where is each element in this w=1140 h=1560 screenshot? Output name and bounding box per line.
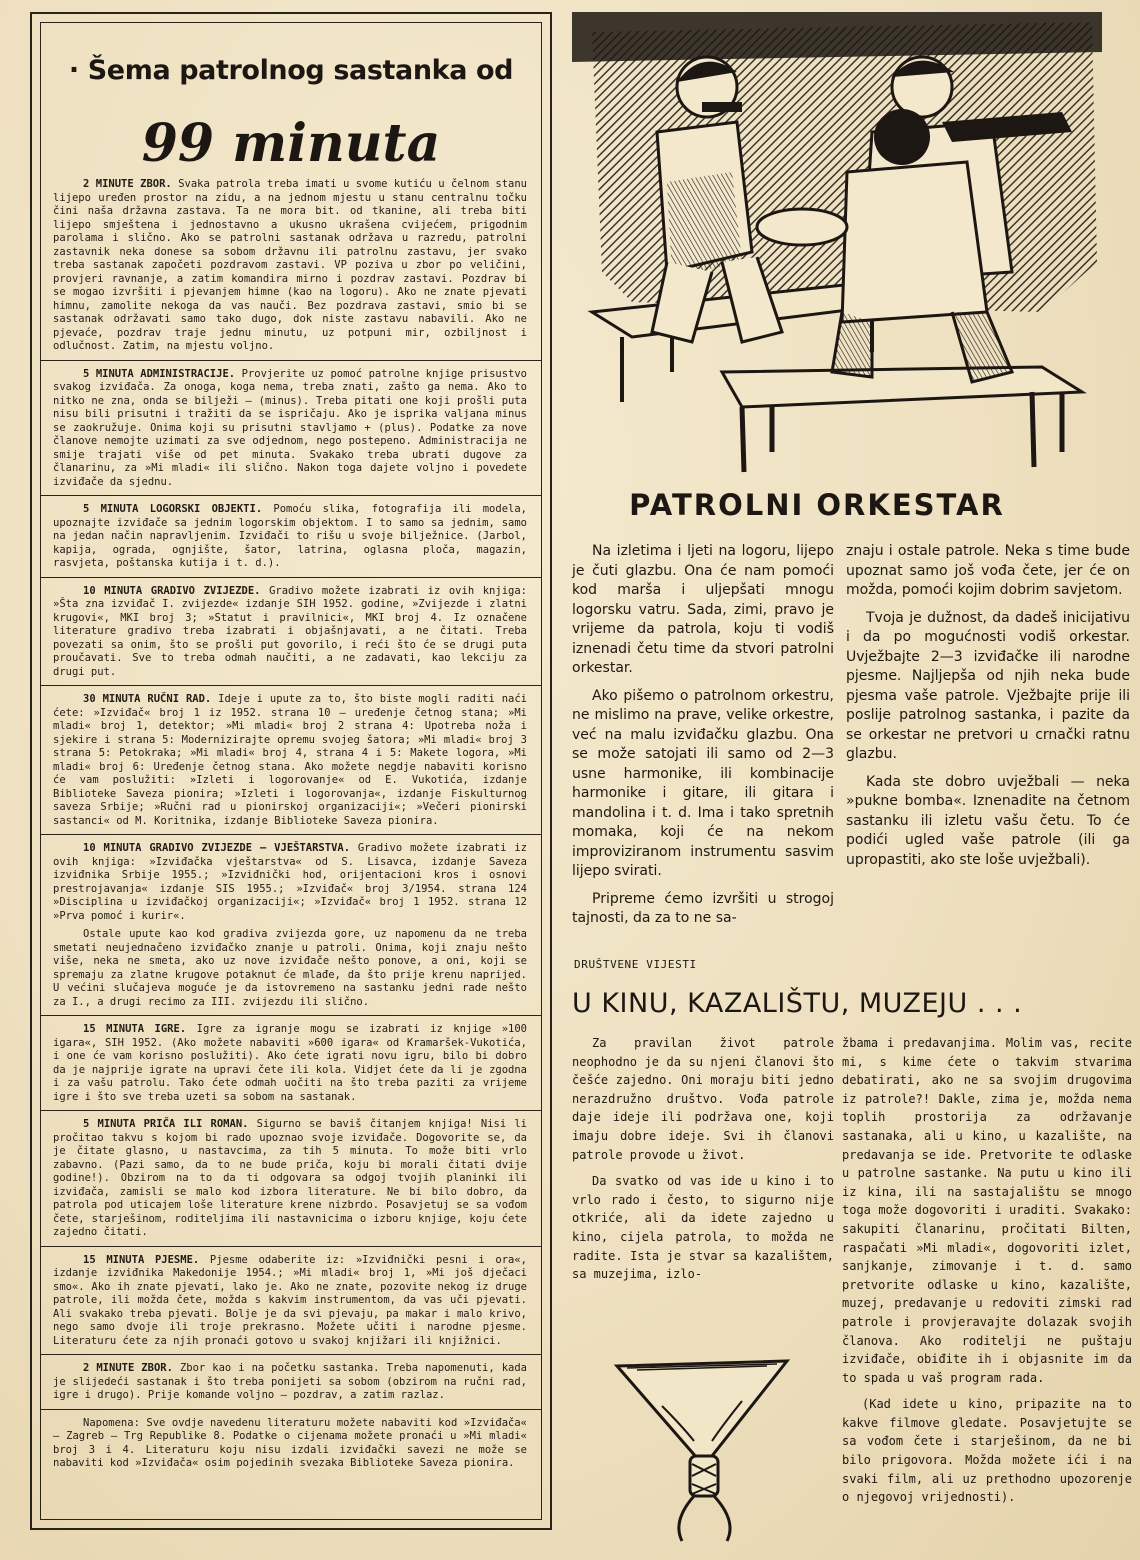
- divider: [41, 1110, 541, 1111]
- divider: [41, 1015, 541, 1016]
- orchestra-headline: PATROLNI ORKESTAR: [629, 488, 1005, 522]
- agenda-list: [53, 178, 527, 1505]
- agenda-item-text: Gradivo možete izabrati iz ovih knjiga: »Šta zna izviđač I. zvijezde« izdanje SIH 1952. godine, »Zvijezde i zlatni krugovi«, MKI broj 3; »Statut i pravilnici«, MKI broj 4. Iz označene literature gradivo treba izabrati i objašnjavati, a ne čitati. Treba povezati sa onim, što se prošli put govorilo, i reći što će se drugi puta proučavati. Sve to treba odmah naučiti, a ne zadavati, kao lekciju za drugi put.: [53, 584, 527, 678]
- agenda-item: [53, 368, 527, 490]
- agenda-item-label: 15 MINUTA IGRE.: [83, 1023, 187, 1035]
- article-subtitle: 99 minuta: [141, 113, 441, 174]
- agenda-item-text: Pjesme odaberite iz: »Izviđnički pesni i ora«, izdanje izviđnika Makedonije 1954.; »Mi mladi« broj 1, »Mi još dječaci smo«. Ako ih znate pjevati, lako je. Ako ne znate, pozovite nekog iz druge patrole, ili možda čete, možda s kakvim instrumentom, da vas uči pjevati. Ali svakako treba pjevati. Bolje je da svi pjevaju, pa makar i malo krivo, nego samo dvoje ili troje prekrasno. Možete učiti i narodne pjesme. Literaturu ćete za njih pronaći gotovo u svakoj knjižari ili knjižnici.: [53, 1253, 527, 1347]
- agenda-item-text: Pomoću slika, fotografija ili modela, upoznajte izviđače sa jednim logorskim objektom. I to samo sa jednim, samo na jedan način napravljenim. Izviđači to rišu u svoje bilježnice. (Jarbol, kapija, ograda, ognjište, šator, latrina, oglasna ploča, magazin, rasvjeta, poštanska kutija i t. d.).: [53, 503, 527, 569]
- agenda-item: [53, 503, 527, 571]
- agenda-item-text: Gradivo možete izabrati iz ovih knjiga: »Izviđačka vještarstva« od S. Lisavca, izdanje Saveza izviđnika Srbije 1955.; »Izviđnički hod, orijentacioni kros i osnovi prestrojavanja« izdanje SIS 1955.; »Izviđač« broj 3/1954. strana 124 »Disciplina u izviđačkoj organizaciji«; »Izviđač« broj 1 1952. strana 12 »Prva pomoć i kurir«.: [53, 842, 527, 922]
- agenda-item-text: Zbor kao i na početku sastanka. Treba napomenuti, kada je slijedeći sastanak i što treba ponijeti sa sobom (obzirom na ručni rad, igre i drugo). Prije komande voljno — pozdrav, a zatim razlaz.: [53, 1362, 527, 1401]
- agenda-item-label: 10 MINUTA GRADIVO ZVIJEZDE.: [83, 584, 261, 597]
- divider: [41, 1246, 541, 1247]
- agenda-item-text: Provjerite uz pomoć patrolne knjige prisustvo svakog izviđača. Za onoga, koga nema, treba znati, zašto ga nema. Ako to nitko ne zna, onda se bilježi — (minus). Treba pitati one koji prošli puta nisu bili prisutni i tražiti da se ispričaju. Ako je isprika valjana minus se zaokružuje. Onima koji su prisutni stavljamo + (plus). Podatke za nove članove nemojte uzimati za sve odjednom, nego postepeno. Administracija ne smije trajati više od pet minuta. Svakako treba ubrati dugove za članarinu, za »Mi mladi« ili slično. Nakon toga dajete voljno i povedete izviđače da sjednu.: [53, 367, 527, 488]
- meeting-schedule-article: [30, 12, 552, 1530]
- cinema-column-left: [572, 1034, 834, 1292]
- paragraph: Za pravilan život patrole neophodno je da su njeni članovi što češće zajedno. Oni moraju biti jedno nerazdružno društvo. Vođa patrole daje ideje ili podržava one, koji imaju dobre ideje. Svi ih članovi patrole provode u život.: [572, 1036, 834, 1162]
- paragraph: Pripreme ćemo izvršiti u strogoj tajnosti, da za to ne sa-: [572, 890, 834, 926]
- article-title: · Šema patrolnog sastanka od: [68, 55, 514, 86]
- agenda-item: [53, 1118, 527, 1240]
- divider: [41, 577, 541, 578]
- agenda-item-label: 2 MINUTE ZBOR.: [83, 178, 172, 190]
- boys-playing-music-illustration: [572, 12, 1102, 480]
- agenda-item: [53, 928, 527, 1009]
- agenda-item: [53, 1254, 527, 1349]
- paragraph: Ako pišemo o patrolnom orkestru, ne mislimo na prave, velike orkestre, već na malu izviđačku glazbu. Ona se može satojati ili samo od 2—3 usne harmonike, ili kombinacije harmonike i gitare, ili gitara i mandolina i t. d. Ima i tako spretnih momaka, koji će na nekom improviziranom instrumentu sasvim lijepo svirati.: [572, 687, 834, 879]
- scout-scarf-icon: [612, 1346, 792, 1546]
- agenda-item-label: 15 MINUTA PJESME.: [83, 1253, 200, 1266]
- agenda-item: [53, 693, 527, 828]
- agenda-item-label: 2 MINUTE ZBOR.: [83, 1362, 173, 1374]
- scarf-drawing: [612, 1346, 792, 1546]
- paragraph: Kada ste dobro uvježbali — neka »pukne bomba«. Iznenadite na četnom sastanku ili izletu vašu četu. To će podići ugled vaše patrole (ili ga upropastiti, ako ste loše uvježbali).: [846, 773, 1130, 868]
- paragraph: Tvoja je dužnost, da dadeš inicijativu i da po mogućnosti vodiš orkestar. Uvježbajte 2—3 izviđačke ili narodne pjesme. Najljepša od njih neka bude pjesma vaše patrole. Vježbajte prije ili poslije patrolnog sastanka, i pazite da se orkestar ne pretvori u crnački ratnu glazbu.: [846, 609, 1130, 762]
- agenda-item-label: 5 MINUTA PRIČA ILI ROMAN.: [83, 1118, 249, 1130]
- agenda-item-label: 10 MINUTA GRADIVO ZVIJEZDE — VJEŠTARSTVA.: [83, 842, 351, 854]
- agenda-item-text: Ideje i upute za to, što biste mogli raditi naći ćete: »Izviđač« broj 1 iz 1952. strana 10 — uređenje četnog stana; »Mi mladi« broj 1, detektor; »Mi mladi« broj 2 strana 4: Upotreba noža i sjekire i strana 5: Modernizirajte opremu svojeg šatora; »Mi mladi« broj 3 strana 5: Petokraka; »Mi mladi« broj 4, strana 4 i 5: Makete logora, »Mi mladi« broj 6: Uređenje četnog stana. Ako možete negdje nabaviti korisno će vam poslužiti: »Izleti i logorovanje« od E. Vukotića, izdanje Biblioteke Saveza pionira; »Izleti i logorovanja«, izdanje Fiskulturnog saveza Srbije; »Ručni rad u pionirskoj organizaciji«; »Večeri pionirski sastanci« od M. Koritnika, izdanje Biblioteke Saveza pionira.: [53, 693, 527, 827]
- divider: [41, 685, 541, 686]
- article-inner-frame: [40, 22, 542, 1520]
- agenda-item: [53, 178, 527, 354]
- agenda-item-text: Sigurno se baviš čitanjem knjiga! Nisi li pročitao takvu s kojom bi rado upoznao svoje izviđače. Dogovorite se, da je čitate glasno, u nastavcima, za tih 5 minuta. To može biti vrlo zabavno. (Pazi samo, da to ne bude priča, koju bi morali čitati dvije godine!). Obzirom na to da ti odgovara sa odgoj tvojih planinki ili izviđača, zamisli se malo kod izbora literature. Ne bi bilo dobro, da patrola pod uticajem loše literature krene nizbrdo. Posavjetuj se sa vođom čete, starješinom, roditeljima ili nastavnicima o izboru knjige, koju ćete zajedno čitati.: [53, 1118, 527, 1238]
- divider: [41, 834, 541, 835]
- paragraph: znaju i ostale patrole. Neka s time bude upoznat samo još vođa čete, jer će on možda, pomoći kojim dobrim savjetom.: [846, 543, 1130, 598]
- cinema-headline: U KINU, KAZALIŠTU, MUZEJU . . .: [572, 988, 1023, 1019]
- paragraph: (Kad idete u kino, pripazite na to kakve filmove gledate. Posavjetujte se sa vođom čete i starješinom, da ne bi bilo prigovora. Možda možete ići i na svaki film, ali uz prethodno upozorenje o njegovoj vrijednosti).: [842, 1397, 1132, 1505]
- agenda-item-text: Ostale upute kao kod gradiva zvijezda gore, uz napomenu da ne treba smetati neujednačeno izviđačko znanje u patroli. Onima, koji znaju nešto više, neka ne smeta, ako uz nove izviđače nešto ponove, a oni, koji se spremaju za zlatne krugove potaknut će mlađe, da što prije krenu naprijed. U većini slučajeva moguće je da istovremeno na sastanku jedni rade nešto za I., a drugi recimo za III. zvijezdu ili slično.: [53, 928, 527, 1008]
- divider: [41, 495, 541, 496]
- agenda-item-label: 30 MINUTA RUČNI RAD.: [83, 693, 212, 705]
- agenda-item: [53, 1362, 527, 1403]
- divider: [41, 1354, 541, 1355]
- divider: [41, 360, 541, 361]
- agenda-item: [53, 585, 527, 680]
- agenda-item-label: 5 MINUTA ADMINISTRACIJE.: [83, 367, 236, 380]
- agenda-item: [53, 1023, 527, 1104]
- orchestra-column-right: [846, 542, 1130, 878]
- literature-note: Napomena: Sve ovdje navedenu literaturu možete nabaviti kod »Izviđača« — Zagreb — Trg Republike 8. Podatke o cijenama možete pronaći u »Mi mladi« broj 3 i 4. Literaturu koju nisu izdali izviđački savezi ne može se nabaviti kod »Izviđača« osim pojedinih svezaka Biblioteke Saveza pionira.: [53, 1416, 527, 1469]
- paragraph: Da svatko od vas ide u kino i to vrlo rado i često, to sigurno nije otkriće, ali da idete zajedno u kino, cijela patrola, to možda ne radite. Ista je stvar sa kazalištem, sa muzejima, izlo-: [572, 1174, 834, 1282]
- paragraph: Na izletima i ljeti na logoru, lijepo je čuti glazbu. Ona će nam pomoći kod marša i uljepšati mnogu logorsku vatru. Sada, zimi, pravo je vrijeme da patrola, koju ti vodiš iznenadi četu time da stvori patrolni orkestar.: [572, 543, 834, 676]
- illustration-drawing: [572, 12, 1102, 480]
- cinema-column-right: [842, 1034, 1132, 1515]
- agenda-item: [53, 842, 527, 923]
- paragraph: žbama i predavanjima. Molim vas, recite mi, s kime ćete o takvim stvarima debatirati, ako ne sa svojim drugovima iz patrole?! Dakle, zima je, možda nema toplih prostorija za održavanje sastanaka, ali u kino, u kazalište, na predavanja se ide. Pretvorite te odlaske u patrolne sastanke. Na putu u kino ili iz kina, ili na sastajalištu se mnogo toga može dogovoriti i uraditi. Svakako: sakupiti članarinu, pročitati Bilten, raspačati »Mi mladi«, dogovoriti izlet, sanjkanje, zimovanje i t. d. samo pretvorite odlaske u kino, kazalište, muzej, predavanje u redoviti zimski rad patrole i provjeravajte dolazak svojih članova. Ako roditelji ne puštaju izviđače, obiđite ih i objasnite im da to spada u vaš program rada.: [842, 1036, 1132, 1385]
- divider: [41, 1409, 541, 1410]
- agenda-item-text: Igre za igranje mogu se izabrati iz knjige »100 igara«, SIH 1952. (Ako možete nabaviti »600 igara« od Kramaršek-Vukotića, i one će vam korisno poslužiti). Ako ćete igrati novu igru, bilo bi dobro da je najprije igrate na upravi čete ili kola. Vidjet ćete da li je zgodna i za vašu patrolu. Tako ćete odmah uočiti na što treba paziti za vrijeme igre i što sve treba uzeti sa sobom na sastanak.: [53, 1023, 527, 1103]
- agenda-item-text: Svaka patrola treba imati u svome kutiću u čelnom stanu lijepo uređen prostor na zidu, a na jednom mjestu u stanu centralnu točku čini naša državna zastava. Ta ne mora bit. od tkanine, ali treba biti lijepo smještena i jednostavno a ukusno ukrašena cvijećem, prigodnim parolama i slično. Ako se patrolni sastanak održava u razredu, patrolni zastavnik neka donese sa sobom državnu ili patrolnu zastavu, jer svako treba sastanak započeti pozdravom zastavi. VP poziva u zbor po veličini, provjeri ravnanje, a zatim komandira mirno i pozdrav zastavi. Pozdrav bi se mogao izvršiti i pjevanjem himne (kao na logoru). Ako ne znate pjevati himnu, zamolite nekoga da vas nauči. Bez pozdrava zastavi, smio bi se sastanak održavati samo tako dugo, dok niste zastavu nabavili. Ako ne pjevaće, pozdrav traje jednu minutu, uz potpuni mir, ozbiljnost i odlučnost. Zatim, na mjestu voljno.: [53, 178, 527, 352]
- agenda-item-label: 5 MINUTA LOGORSKI OBJEKTI.: [83, 503, 263, 515]
- orchestra-column-left: [572, 542, 834, 937]
- section-label: DRUŠTVENE VIJESTI: [574, 958, 697, 971]
